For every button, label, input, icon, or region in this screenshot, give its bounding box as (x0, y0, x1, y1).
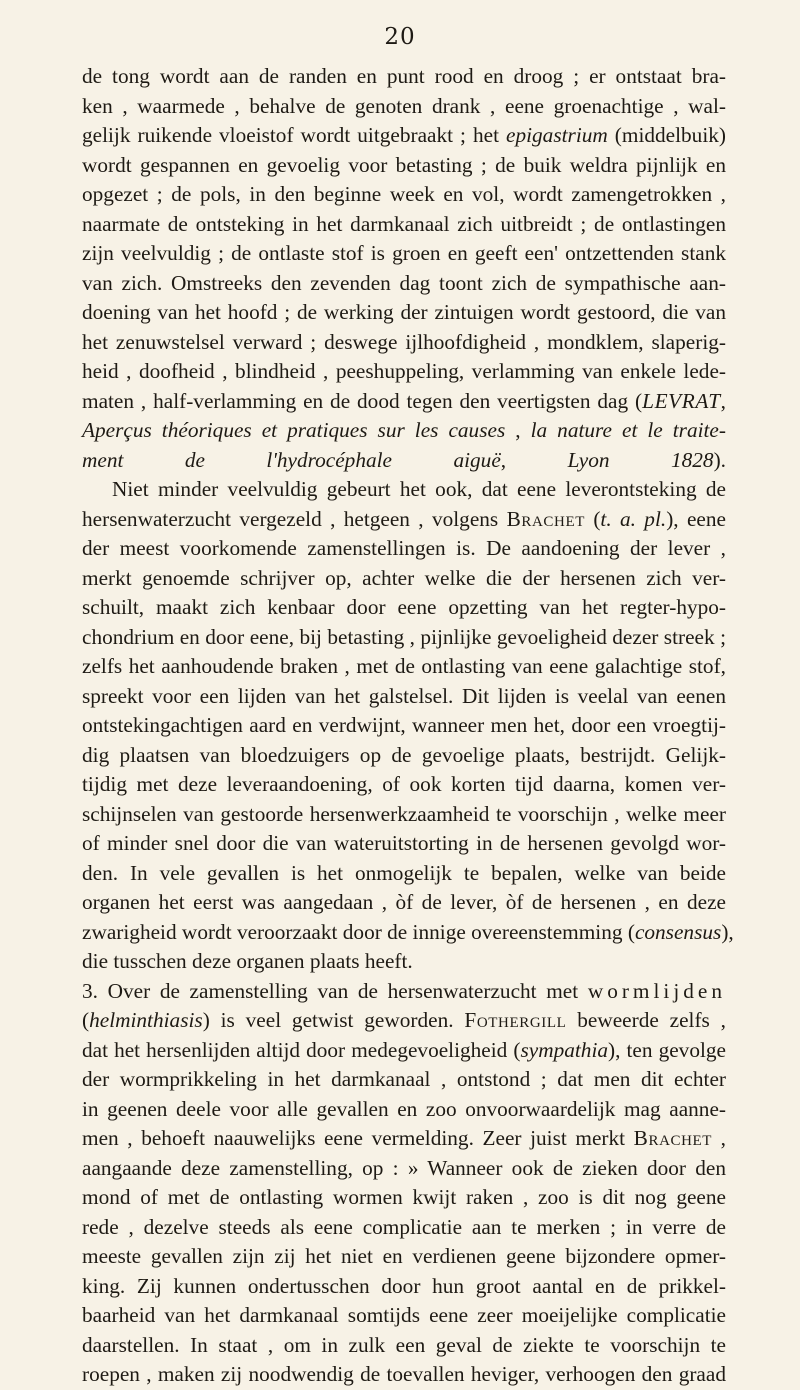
text-segment: in geenen deele voor alle gevallen en zoo onvoorwaardelijk mag aanne- (82, 1096, 726, 1121)
text-segment: ), ten gevolge (608, 1037, 726, 1062)
text-segment: die tusschen deze organen plaats heeft. (82, 949, 413, 973)
text-line (82, 328, 726, 358)
text-line (82, 1360, 726, 1390)
text-segment: zijn veelvuldig ; de ontlaste stof is groen en geeft een' ontzettenden stank (82, 241, 726, 265)
text-segment: epigastrium (506, 123, 608, 147)
text-line (82, 1183, 726, 1213)
text-segment: ment de l'hydrocéphale aiguë (82, 447, 501, 472)
text-line (82, 505, 726, 535)
text-segment: t. a. pl. (600, 506, 667, 531)
text-segment: maten , half-verlamming en de dood tegen den veertigsten dag ( (82, 388, 643, 413)
text-line (82, 92, 726, 122)
text-segment: dat het hersenlijden altijd door medegevoeligheid ( (82, 1037, 521, 1062)
text-segment: ontstekingachtigen aard en verdwijnt, wanneer men het, door een vroegtij- (82, 713, 726, 737)
text-segment: Brachet (633, 1126, 713, 1150)
text-segment: men , behoeft naauwelijks eene vermelding. Zeer juist merkt (82, 1126, 634, 1150)
text-segment: sympathia (520, 1037, 609, 1062)
text-segment: de tong wordt aan de randen en punt rood en droog ; er ontstaat bra- (82, 64, 726, 88)
text-line (82, 741, 726, 771)
text-segment: , (712, 1126, 726, 1150)
text-line (82, 387, 726, 417)
text-line (82, 652, 726, 682)
text-segment: Niet minder veelvuldig gebeurt het ook, dat eene leverontsteking de (112, 477, 726, 501)
text-segment: van zich. Omstreeks den zevenden dag toont zich de sympathische aan- (82, 270, 726, 295)
text-segment: , (500, 447, 568, 472)
text-segment: mond of met de ontlasting wormen kwijt raken , zoo is dit nog geene (82, 1185, 726, 1209)
text-segment: wormlijden (587, 978, 726, 1003)
text-line (82, 210, 726, 240)
text-line (82, 770, 726, 800)
text-line (82, 269, 726, 299)
text-segment: naarmate de ontsteking in het darmkanaal zich uitbreidt ; de ontlastingen (82, 211, 726, 236)
text-segment: der wormprikkeling in het darmkanaal , ontstond ; dat men dit echter (82, 1067, 726, 1091)
text-line (82, 947, 726, 977)
text-segment: schijnselen van gestoorde hersenwerkzaamheid te voorschijn , welke meer (82, 801, 726, 826)
text-line (82, 859, 726, 889)
text-segment: baarheid van het darmkanaal somtijds eene zeer moeijelijke complicatie (82, 1303, 726, 1327)
text-line (82, 1331, 726, 1361)
text-line (82, 1036, 726, 1066)
text-line (82, 682, 726, 712)
text-line (82, 1065, 726, 1095)
text-segment: Fothergill (464, 1008, 567, 1032)
text-segment: den. In vele gevallen is het onmogelijk te bepalen, welke van beide (82, 860, 726, 885)
text-segment: helminthiasis (89, 1008, 203, 1032)
text-segment: aangaande deze zamenstelling, op : » Wanneer ook de zieken door den (82, 1155, 726, 1180)
text-segment: zwarigheid wordt veroorzaakt door de innige overeenstemming ( (82, 919, 635, 944)
text-line (82, 1301, 726, 1331)
text-segment: , (720, 388, 726, 413)
text-line (82, 151, 726, 181)
text-line (82, 564, 726, 594)
text-segment: 3. Over de zamenstelling van de hersenwaterzucht met (82, 978, 588, 1003)
text-line (82, 298, 726, 328)
text-segment: , (505, 418, 531, 442)
text-segment: chondrium en door eene, bij betasting , pijnlijke gevoeligheid dezer streek ; (82, 624, 726, 649)
text-line (82, 416, 726, 446)
text-segment: king. Zij kunnen ondertusschen door hun groot aantal en de prikkel- (82, 1273, 726, 1298)
text-line (82, 1213, 726, 1243)
text-line (82, 623, 726, 653)
text-segment: spreekt voor een lijden van het galstelsel. Dit lijden is veelal van eenen (82, 683, 726, 708)
text-segment: LEVRAT (642, 388, 721, 413)
text-segment: het zenuwstelsel verward ; deswege ijlhoofdigheid , mondklem, slaperig- (82, 329, 726, 354)
text-line (82, 357, 726, 387)
text-segment: ( (82, 1008, 90, 1032)
text-line (82, 1272, 726, 1302)
text-line (82, 1242, 726, 1272)
text-segment: ), (721, 919, 734, 944)
text-segment: tijdig met deze leveraandoening, of ook korten tijd daarna, komen ver- (82, 772, 726, 796)
text-segment: Aperçus théoriques et pratiques sur les causes (82, 418, 506, 442)
text-segment: ( (584, 506, 601, 531)
text-segment: rede , dezelve steeds als eene complicatie aan te merken ; in verre de (82, 1214, 726, 1239)
text-line (82, 711, 726, 741)
text-segment: (middelbuik) (607, 123, 726, 147)
text-line (82, 1154, 726, 1184)
text-segment: consensus (634, 919, 722, 944)
text-segment: wordt gespannen en gevoelig voor betasting ; de buik weldra pijnlijk en (82, 152, 726, 177)
text-line (82, 888, 726, 918)
text-line (82, 1124, 726, 1154)
text-line (82, 534, 726, 564)
text-segment: doening van het hoofd ; de werking der zintuigen wordt gestoord, die van (82, 300, 726, 324)
text-segment: roepen , maken zij noodwendig de toevallen heviger, verhoogen den graad (82, 1362, 726, 1386)
text-segment: ) is veel getwist geworden. (202, 1008, 465, 1032)
text-line (82, 918, 734, 948)
text-segment: ). (713, 447, 726, 472)
text-segment: opgezet ; de pols, in den beginne week en vol, wordt zamengetrokken , (82, 182, 726, 206)
text-line (82, 977, 726, 1007)
text-segment: Brachet (506, 506, 585, 531)
text-segment: schuilt, maakt zich kenbaar door eene opzetting van het regter-hypo- (82, 595, 726, 619)
text-segment: heid , doofheid , blindheid , peeshuppeling, verlamming van enkele lede- (82, 359, 726, 383)
text-line (82, 800, 726, 830)
text-line (82, 239, 726, 269)
text-segment: Lyon 1828 (567, 447, 714, 472)
text-line (82, 829, 726, 859)
text-segment: beweerde zelfs , (566, 1008, 726, 1032)
text-line (82, 1095, 726, 1125)
text-segment: ken , waarmede , behalve de genoten drank , eene groenachtige , wal- (82, 93, 726, 118)
body-text (82, 62, 734, 1390)
text-line (82, 1006, 726, 1036)
text-segment: zelfs het aanhoudende braken , met de ontlasting van eene galachtige stof, (82, 654, 726, 678)
text-segment: organen het eerst was aangedaan , òf de lever, òf de hersenen , en deze (82, 890, 726, 914)
text-line (82, 121, 726, 151)
text-segment: dig plaatsen van bloedzuigers op de gevoelige plaats, bestrijdt. Gelijk- (82, 742, 726, 767)
text-segment: gelijk ruikende vloeistof wordt uitgebraakt ; het (82, 123, 507, 147)
text-segment: hersenwaterzucht vergezeld , hetgeen , volgens (82, 506, 507, 531)
text-segment: merkt genoemde schrijver op, achter welke die der hersenen zich ver- (82, 565, 726, 590)
text-segment: la nature et le traite- (530, 418, 726, 442)
text-line (82, 475, 726, 505)
text-segment: daarstellen. In staat , om in zulk een geval de ziekte te voorschijn te (82, 1332, 726, 1357)
text-line (82, 180, 726, 210)
text-line (82, 62, 726, 92)
text-segment: of minder snel door die van wateruitstorting in de hersenen gevolgd wor- (82, 831, 726, 855)
text-segment: meeste gevallen zijn zij het niet en verdienen geene bijzondere opmer- (82, 1244, 726, 1268)
page-number: 20 (384, 24, 416, 50)
text-line (82, 446, 726, 476)
text-line (82, 593, 726, 623)
text-segment: der meest voorkomende zamenstellingen is. De aandoening der lever , (82, 536, 726, 560)
text-segment: ), eene (666, 506, 726, 531)
